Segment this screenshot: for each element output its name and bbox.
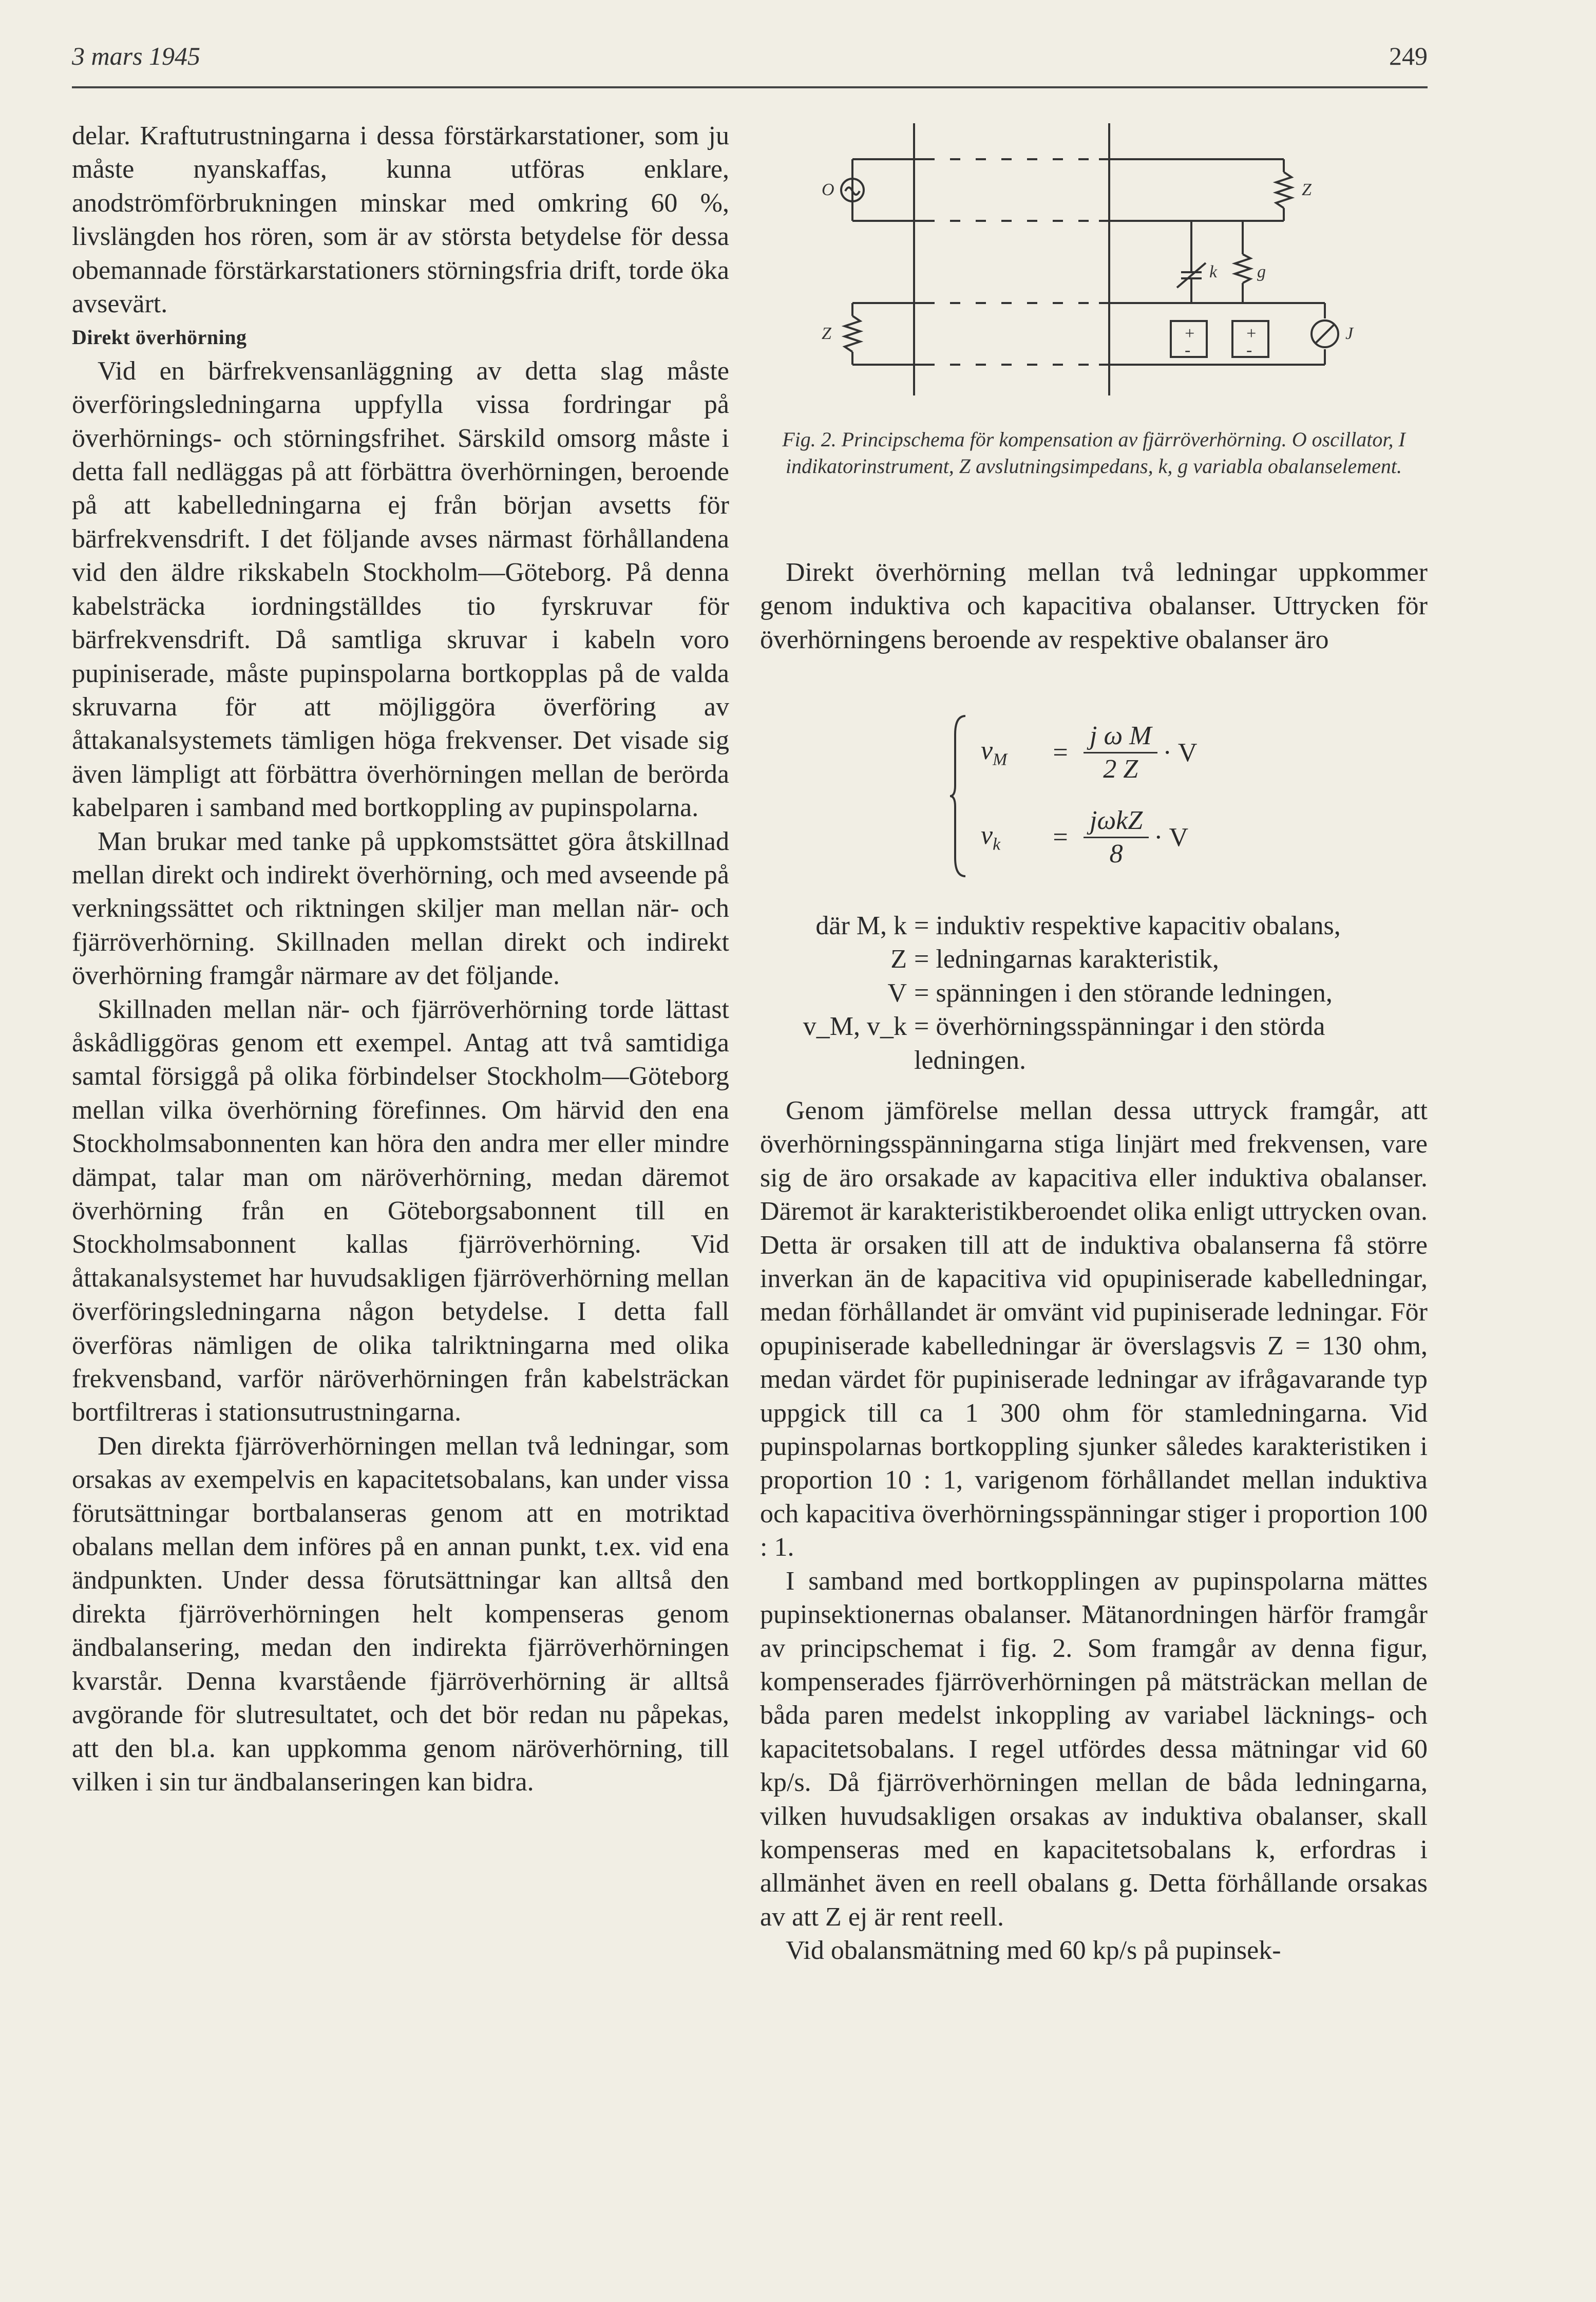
definition-row	[760, 976, 1428, 1010]
paragraph: Skillnaden mellan när- och fjärröverhörning torde lättast åskådliggöras genom ett exempel. Antag att två samtidiga samtal försiggå på olika förbindelser Stockholm—Göteborg mellan vilka överhörning förefinnes. Om härvid den ena Stockholmsabonnenten kan höra den andra mer eller mindre dämpat, talar man om näröverhörning, medan däremot överhörning från en Göteborgsabonnent till en Stockholmsabonnent kallas fjärröverhörning. Vid åttakanalsystemet har huvudsakligen fjärröverhörning mellan överföringsledningarna någon betydelse. I detta fall överföras nämligen de olika talriktningarna med olika frekvensband, varför näröverhörningen från kabelsträckan bortfiltreras i stationsutrustningarna.	[72, 994, 729, 1427]
label-g: g	[1257, 262, 1266, 281]
definition-row	[760, 1010, 1428, 1077]
label-indicator: J	[1345, 324, 1354, 343]
label-plus: +	[1245, 324, 1257, 343]
page-header	[72, 41, 1428, 82]
fraction	[1084, 805, 1149, 870]
definition-symbol: Z	[890, 945, 907, 974]
formula-row-m	[981, 714, 1202, 791]
paragraph: I samband med bortkopplingen av pupinspolarna mättes pupinsektionernas obalanser. Mätanordningen härför framgår av principschemat i fig. 2. Som framgår av denna figur, kompenserades fjärröverhörningen på mätsträckan mellan de båda paren medelst inkoppling av variabel läcknings- och kapacitetsobalans. I regel utfördes dessa mätningar vid 60 kp/s. Då fjärröverhörningen mellan de båda ledningarna, vilken huvudsakligen orsakas av induktiva obalanser, skall kompenseras med en kapacitetsobalans k, erfordras i allmänhet även en reell obalans g. Detta förhållande orsakas av att Z ej är rent reell.	[760, 1566, 1428, 1932]
formula-lhs: v	[981, 735, 993, 765]
label-z-top: Z	[1302, 180, 1312, 199]
paragraph: Vid en bärfrekvensanläggning av detta slag måste överföringsledningarna uppfylla vissa fordringar på överhörnings- och störningsfrihet. Särskild omsorg måste i detta fall nedläggas på att förbättra överhörningen, beroende på att kabelledningarna ej från början avsetts för bärfrekvensdrift. I det följande avses närmast förhållandena vid den äldre rikskabeln Stockholm—Göteborg. På denna kabelsträcka iordningställdes tio fyrskruvar för bärfrekvensdrift. Då samtliga skruvar i kabeln voro pupiniserade, måste pupinspolarna bortkopplas på de valda skruvarna för att möjliggöra överföring av åttakanalsystemets tämligen höga frekvenser. Det visade sig även lämpligt att förbättra överhörningen mellan de berörda kabelparen i samband med bortkoppling av pupinspolarna.	[72, 356, 729, 823]
equals-sign: =	[1053, 822, 1068, 852]
definition-row	[760, 942, 1428, 976]
label-z-bottom: Z	[822, 324, 831, 343]
formula-row-k	[981, 799, 1193, 876]
label-plus: +	[1184, 324, 1195, 343]
denominator: 2 Z	[1103, 754, 1138, 784]
definition-text: = ledningarnas karakteristik,	[914, 945, 1219, 974]
label-minus: -	[1185, 341, 1191, 360]
definition-symbol: v_M, v_k	[803, 1012, 907, 1042]
formula-block	[950, 714, 1309, 883]
equals-sign: =	[1053, 738, 1068, 767]
paragraph: Den direkta fjärröverhörningen mellan två ledningar, som orsakas av exempelvis en kapacitetsobalans, kan under vissa förutsättningar bortbalanseras genom att en motriktad obalans mellan dem införes på en annan punkt, t.ex. vid ena ändpunkten. Under dessa förutsättningar kan alltså den direkta fjärröverhörningen helt kompenseras genom ändbalansering, medan den indirekta fjärröverhörningen kvarstår. Denna kvarstående fjärröverhörning är alltså avgörande för slutresultatet, och det bör redan nu påpekas, att den bl.a. kan uppkomma genom näröverhörning, till vilken i sin tur ändbalanseringen kan bidra.	[72, 1431, 729, 1797]
label-oscillator: O	[822, 180, 834, 199]
right-column-top	[760, 556, 1428, 656]
right-column-bottom	[760, 1094, 1428, 1968]
paragraph: Vid obalansmätning med 60 kp/s på pupinsek-	[786, 1936, 1281, 1966]
page-number: 249	[1389, 42, 1428, 70]
formula-lhs-sub: M	[993, 750, 1008, 769]
definition-row	[760, 909, 1428, 942]
formula-lhs: v	[981, 820, 993, 850]
figure-caption: Fig. 2. Principschema för kompensation av fjärröverhörning. O oscillator, I indikatorinstrument, Z avslutningsimpedans, k, g variabla obalanselement.	[782, 428, 1405, 478]
definition-text: = spänningen i den störande ledningen,	[914, 978, 1333, 1008]
definition-text: = induktiv respektive kapacitiv obalans,	[914, 911, 1341, 940]
fraction	[1084, 720, 1157, 785]
brace-icon	[950, 714, 968, 878]
paragraph: Direkt överhörning mellan två ledningar uppkommer genom induktiva och kapacitiva obalanser. Uttrycken för överhörningens beroende av respektive obalanser äro	[760, 558, 1428, 654]
formula-lhs-sub: k	[993, 835, 1001, 854]
definition-symbol: V	[887, 978, 907, 1008]
numerator: j ω M	[1084, 720, 1157, 753]
label-minus: -	[1246, 341, 1252, 360]
paragraph: Man brukar med tanke på uppkomstsättet göra åtskillnad mellan direkt och indirekt överhörning, och med avseende på verkningssättet och riktningen skiljer man mellan när- och fjärröverhörning. Skillnaden mellan direkt och indirekt överhörning framgår närmare av det följande.	[72, 826, 729, 991]
definition-symbol: där M, k	[815, 911, 907, 940]
circuit-diagram	[811, 123, 1376, 411]
multiplier: · V	[1163, 738, 1198, 767]
circuit-svg	[811, 123, 1376, 411]
paragraph: delar. Kraftutrustningarna i dessa förstärkarstationer, som ju måste nyanskaffas, kunna utföras enklare, anodströmförbrukningen minskar med omkring 60 %, livslängden hos rören, som är av största betydelse för dessa obemannade förstärkarstationers störningsfria drift, torde öka avsevärt.	[72, 121, 729, 319]
multiplier: · V	[1154, 822, 1189, 852]
denominator: 8	[1109, 839, 1123, 869]
left-column	[72, 119, 729, 1799]
label-k: k	[1209, 262, 1218, 281]
section-heading: Direkt överhörning	[72, 326, 247, 349]
paragraph: Genom jämförelse mellan dessa uttryck framgår, att överhörningsspänningarna stiga linjärt med frekvensen, vare sig de äro orsakade av kapacitiva eller induktiva obalanser. Däremot är karakteristikberoendet olika enligt uttrycken ovan. Detta är orsaken till att de induktiva obalanserna få större inverkan än de kapacitiva vid opupiniserade kabelledningar, medan förhållandet är omvänt vid pupiniserade ledningar. För opupiniserade kabelledningar är överslagsvis Z = 130 ohm, medan värdet för pupiniserade ledningar av ifrågavarande typ uppgick till ca 1 300 ohm för stamledningarna. Vid pupinspolarnas bortkoppling sjunker således karakteristiken i proportion 10 : 1, varigenom förhållandet mellan induktiva och kapacitiva överhörningsspänningar stiger i proportion 100 : 1.	[760, 1096, 1428, 1562]
issue-date: 3 mars 1945	[72, 42, 201, 70]
numerator: jωkZ	[1084, 805, 1149, 838]
header-rule	[72, 86, 1428, 88]
definition-text: = överhörningsspänningar i den störda ledningen.	[914, 1012, 1325, 1075]
definitions-list	[760, 909, 1428, 1077]
